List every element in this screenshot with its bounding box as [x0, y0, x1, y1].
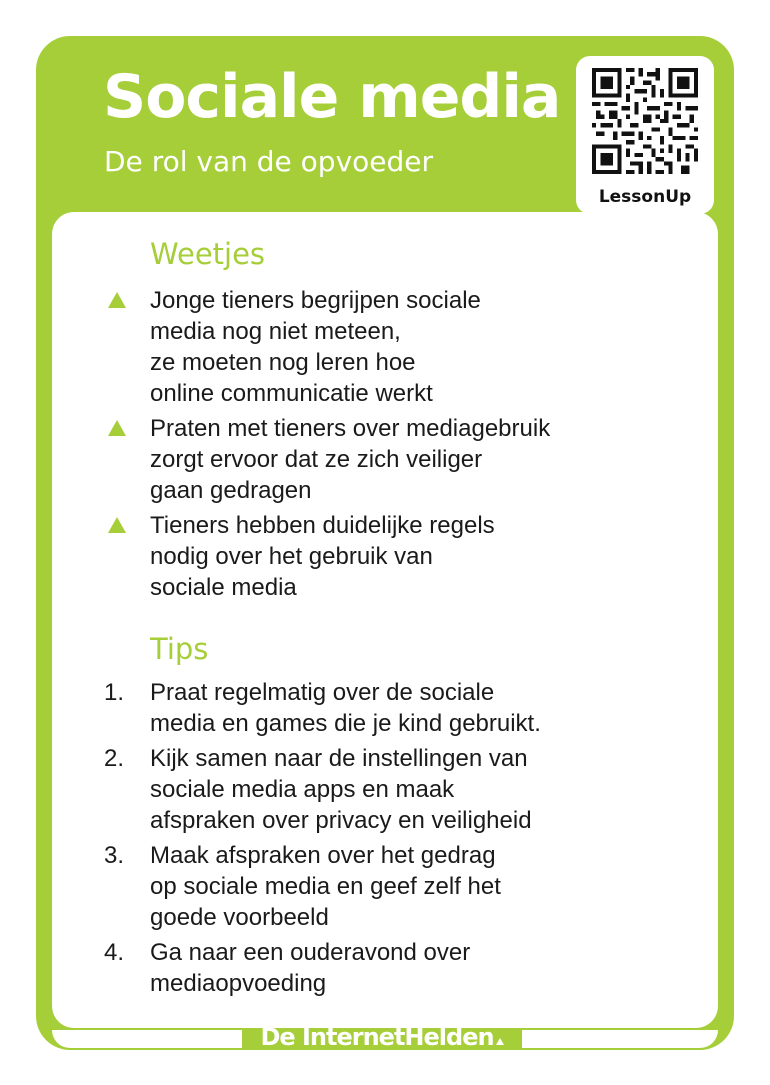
brand-triangle-icon: [496, 1038, 504, 1045]
triangle-bullet-icon: [108, 420, 126, 436]
weetjes-list: [100, 285, 660, 607]
list-item: [100, 510, 660, 603]
list-item: [100, 677, 660, 739]
footer-divider-left: [52, 1030, 242, 1048]
tips-heading: Tips: [150, 632, 209, 666]
list-item: [100, 285, 660, 409]
list-item: [100, 937, 660, 999]
qr-caption: LessonUp: [598, 187, 692, 207]
triangle-bullet-icon: [108, 517, 126, 533]
page-subtitle: De rol van de opvoeder: [104, 145, 434, 178]
footer-divider-right: [522, 1030, 718, 1048]
weetjes-heading: Weetjes: [150, 237, 266, 271]
weetje-text: Jonge tieners begrijpen sociale media nog niet meteen, ze moeten nog leren hoe online communicatie werkt: [150, 287, 481, 407]
tip-number: 1.: [104, 679, 125, 706]
qr-code-icon: [592, 68, 698, 174]
page-title: Sociale media: [103, 62, 561, 132]
tip-text: Praat regelmatig over de sociale media en games die je kind gebruikt.: [150, 679, 541, 737]
brand-logo[interactable]: [246, 1021, 518, 1053]
tip-number: 3.: [104, 842, 125, 869]
list-item: [100, 743, 660, 836]
brand-name: De InternetHelden: [260, 1023, 494, 1051]
tip-number: 2.: [104, 745, 125, 772]
list-item: [100, 413, 660, 506]
tip-text: Kijk samen naar de instellingen van sociale media apps en maak afspraken over privacy en veiligheid: [150, 745, 532, 834]
weetje-text: Tieners hebben duidelijke regels nodig over het gebruik van sociale media: [150, 512, 495, 601]
triangle-bullet-icon: [108, 292, 126, 308]
tip-number: 4.: [104, 939, 125, 966]
tips-list: [100, 677, 660, 1003]
weetje-text: Praten met tieners over mediagebruik zorgt ervoor dat ze zich veiliger gaan gedragen: [150, 415, 551, 504]
qr-code-panel[interactable]: [576, 56, 714, 214]
tip-text: Ga naar een ouderavond over mediaopvoeding: [150, 939, 471, 997]
list-item: [100, 840, 660, 933]
tip-text: Maak afspraken over het gedrag op sociale media en geef zelf het goede voorbeeld: [150, 842, 501, 931]
